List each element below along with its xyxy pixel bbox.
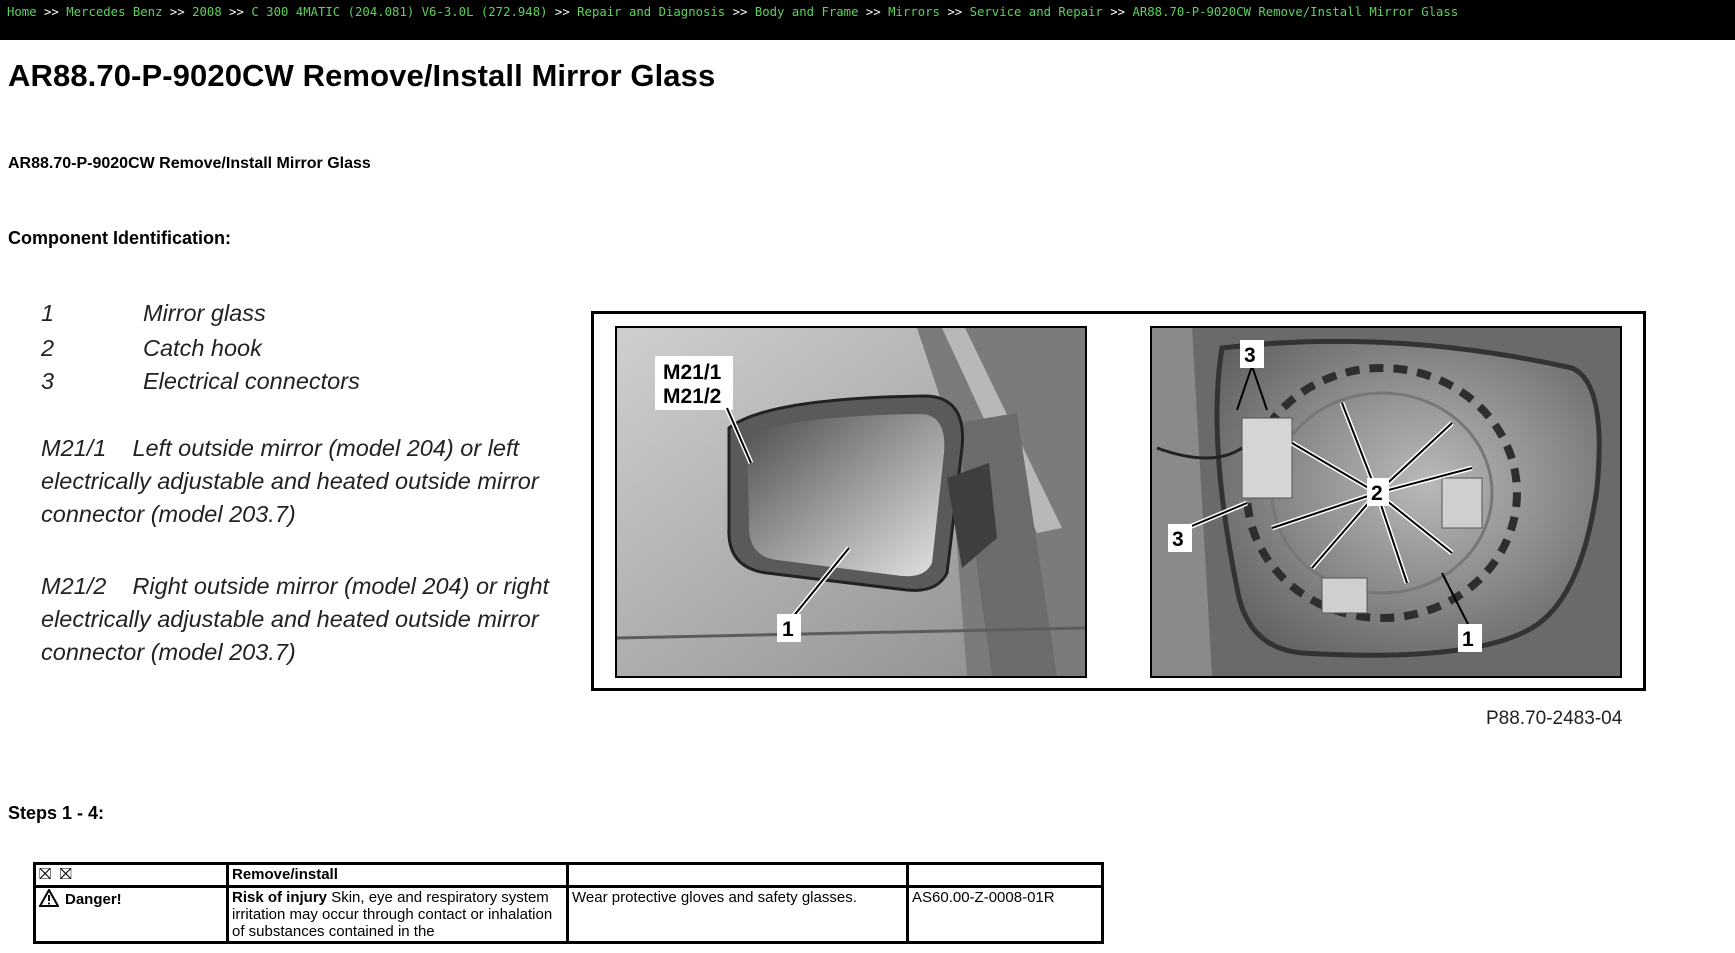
danger-cell <box>35 887 228 943</box>
breadcrumb-separator: >> <box>169 5 185 19</box>
breadcrumb-repair-diagnosis[interactable]: Repair and Diagnosis <box>577 5 726 19</box>
risk-text: Skin, eye and respiratory system irritation may occur through contact or inhalation of substances contained in the <box>232 889 553 940</box>
warning-triangle-icon <box>39 889 59 907</box>
breadcrumb-year[interactable]: 2008 <box>192 5 222 19</box>
breadcrumb-home[interactable]: Home <box>7 5 37 19</box>
reference-cell[interactable]: AS60.00-Z-0008-01R <box>908 887 1103 943</box>
breadcrumb-separator: >> <box>947 5 963 19</box>
callout-2: 2 <box>1371 482 1383 505</box>
breadcrumb-separator: >> <box>865 5 881 19</box>
breadcrumb-model[interactable]: C 300 4MATIC (204.081) V6-3.0L (272.948) <box>251 5 548 19</box>
protection-cell: Wear protective gloves and safety glasses. <box>568 887 908 943</box>
callout-m21-2: M21/2 <box>663 385 722 408</box>
table-header-row <box>35 864 1103 887</box>
legend-label: Electrical connectors <box>143 368 360 394</box>
danger-label: Danger! <box>65 891 122 908</box>
legend-reference <box>41 432 581 531</box>
reference-text: Left outside mirror (model 204) or left electrically adjustable and heated outside mirror connector (model 203.7) <box>41 435 539 527</box>
breadcrumb-current[interactable]: AR88.70-P-9020CW Remove/Install Mirror Glass <box>1132 5 1459 19</box>
table-header-empty <box>568 864 908 887</box>
steps-heading: Steps 1 - 4: <box>8 803 105 823</box>
legend-label: Mirror glass <box>143 300 266 326</box>
component-figure <box>591 311 1646 691</box>
reference-code: M21/2 <box>41 573 107 599</box>
component-heading: Component Identification: <box>8 228 231 248</box>
mirror-glass-back-image <box>1150 326 1622 678</box>
table-row <box>35 887 1103 943</box>
callout-3-top: 3 <box>1244 344 1256 367</box>
breadcrumb-separator: >> <box>1110 5 1126 19</box>
legend-number: 3 <box>41 368 55 394</box>
reference-code: M21/1 <box>41 435 107 461</box>
breadcrumb-mirrors[interactable]: Mirrors <box>888 5 940 19</box>
callout-m21-1: M21/1 <box>663 361 722 384</box>
breadcrumb-separator: >> <box>229 5 244 19</box>
breadcrumb-make[interactable]: Mercedes Benz <box>66 5 163 19</box>
callout-1: 1 <box>782 618 794 641</box>
breadcrumb-separator: >> <box>554 5 570 19</box>
legend-number: 2 <box>41 335 55 361</box>
page-subtitle: AR88.70-P-9020CW Remove/Install Mirror Glass <box>8 155 371 172</box>
tool-icons: ⛝ ⛝ <box>35 864 228 887</box>
reference-text: Right outside mirror (model 204) or right electrically adjustable and heated outside mirror connector (model 203.7) <box>41 573 550 665</box>
legend-reference <box>41 570 581 669</box>
callout-1-back: 1 <box>1462 628 1474 651</box>
breadcrumb <box>0 0 1735 40</box>
breadcrumb-separator: >> <box>732 5 748 19</box>
risk-cell <box>228 887 568 943</box>
figure-code: P88.70-2483-04 <box>1486 708 1623 729</box>
legend-label: Catch hook <box>143 335 262 361</box>
table-header-empty <box>908 864 1103 887</box>
page-title: AR88.70-P-9020CW Remove/Install Mirror Glass <box>8 58 716 93</box>
breadcrumb-separator: >> <box>44 5 59 19</box>
breadcrumb-body-frame[interactable]: Body and Frame <box>754 5 859 19</box>
risk-title: Risk of injury <box>232 889 328 906</box>
callout-3-left: 3 <box>1172 528 1184 551</box>
mirror-exterior-image <box>615 326 1087 678</box>
table-header-remove-install: Remove/install <box>228 864 568 887</box>
procedure-table <box>33 862 1104 944</box>
legend-number: 1 <box>41 300 55 326</box>
breadcrumb-service-repair[interactable]: Service and Repair <box>969 5 1103 19</box>
